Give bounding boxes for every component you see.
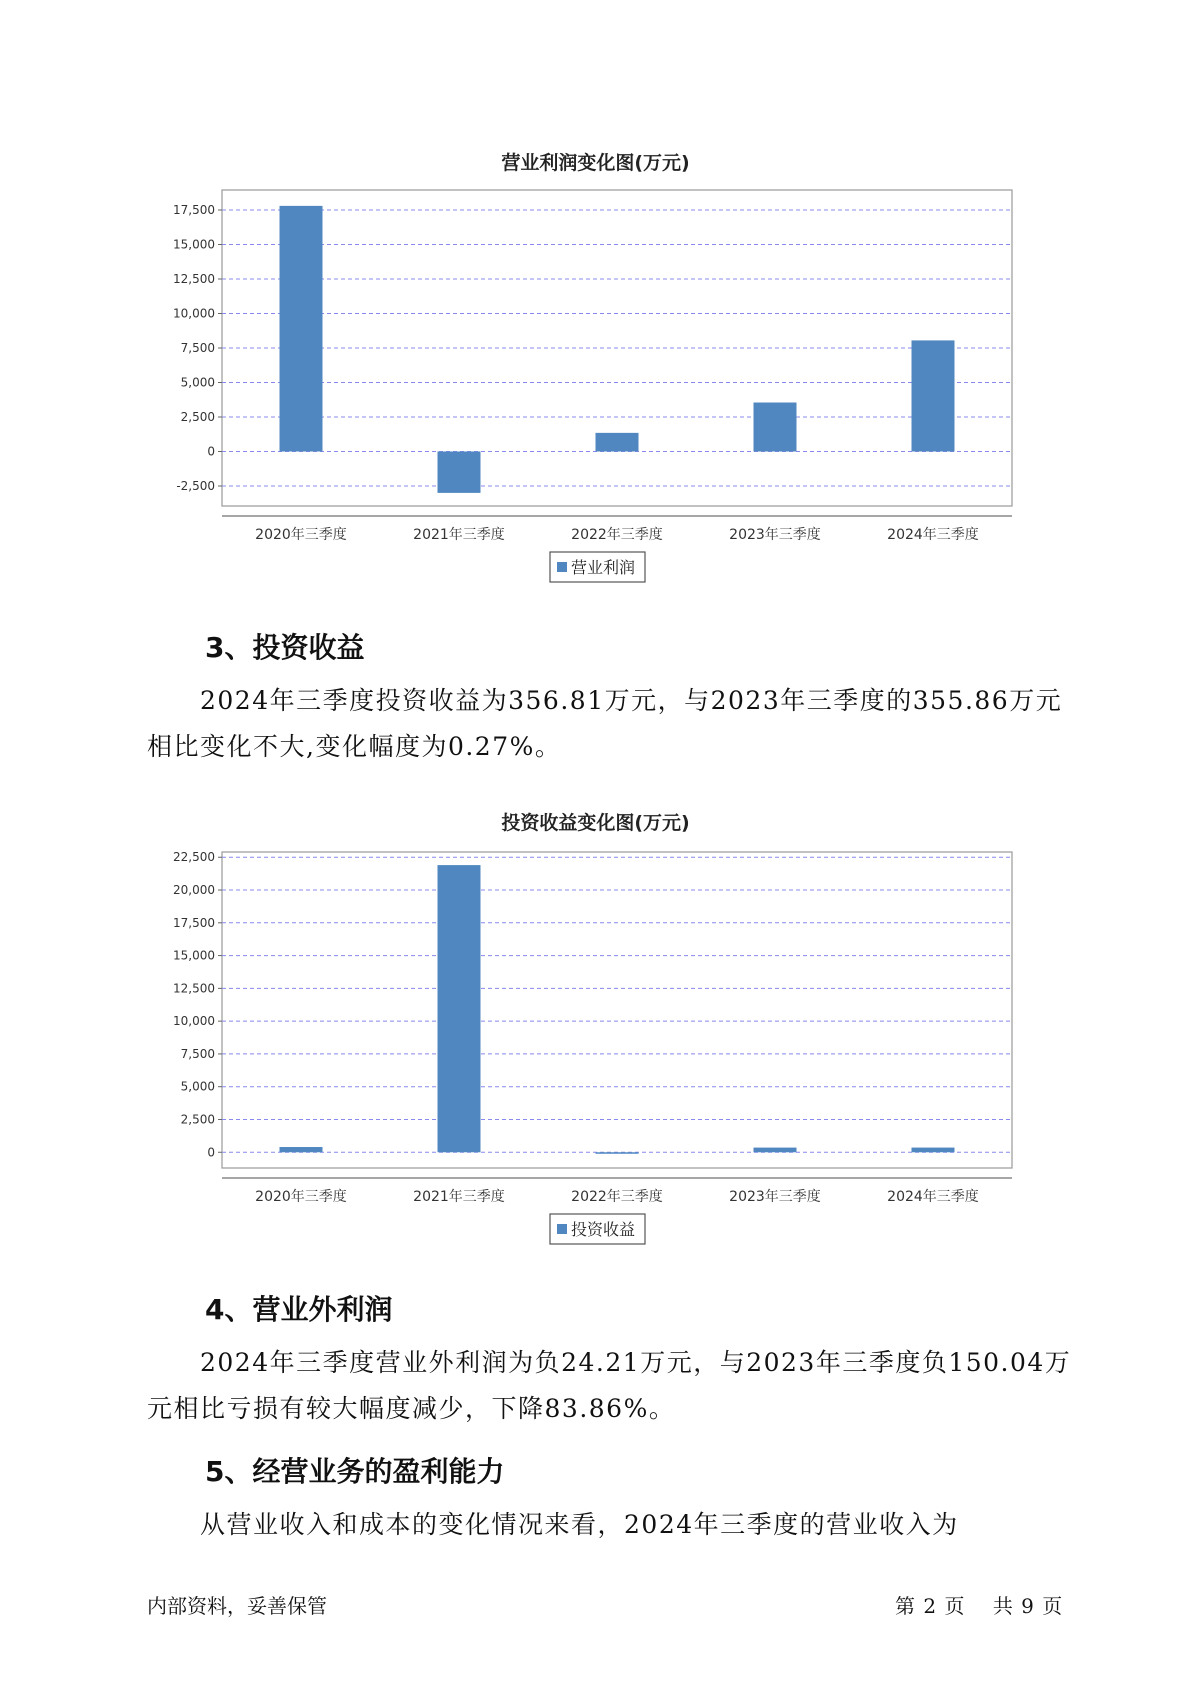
y-tick-label: 17,500 <box>173 915 215 930</box>
plot-frame <box>222 852 1012 1168</box>
y-tick-label: 7,500 <box>180 1046 215 1061</box>
bar <box>596 1152 639 1154</box>
y-tick-label: 2,500 <box>180 1112 215 1127</box>
paragraph-line: 2024年三季度营业外利润为负24.21万元，与2023年三季度负150.04万 <box>200 1348 1072 1377</box>
bar <box>280 1147 323 1152</box>
footer-page-num: 2 <box>923 1594 937 1618</box>
footer-total-num: 9 <box>1021 1594 1034 1618</box>
x-tick-label: 2021年三季度 <box>413 1189 505 1205</box>
investment-income-chart <box>0 832 1191 1262</box>
footer-total-label: 共 <box>992 1594 1013 1618</box>
section-heading-investment-income: 3、投资收益 <box>205 631 365 664</box>
bar <box>596 433 639 452</box>
paragraph-line: 元相比亏损有较大幅度减少，下降83.86%。 <box>147 1394 676 1423</box>
y-tick-label: 20,000 <box>173 883 215 898</box>
footer-page-unit: 页 <box>944 1594 965 1618</box>
paragraph-investment-income <box>147 678 1067 770</box>
y-tick-label: -2,500 <box>176 478 215 493</box>
footer-page-number <box>895 1590 1064 1619</box>
paragraph-line: 相比变化不大,变化幅度为0.27%。 <box>147 732 562 761</box>
bar <box>754 1148 797 1153</box>
bar <box>912 340 955 451</box>
x-tick-label: 2022年三季度 <box>571 1189 663 1205</box>
x-tick-label: 2024年三季度 <box>887 1189 979 1205</box>
y-tick-label: 10,000 <box>173 1014 215 1029</box>
legend-swatch <box>557 1224 567 1234</box>
bar <box>438 451 481 492</box>
y-tick-label: 7,500 <box>180 341 215 355</box>
y-tick-label: 10,000 <box>173 306 215 321</box>
paragraph-line: 从营业收入和成本的变化情况来看，2024年三季度的营业收入为 <box>200 1510 959 1539</box>
y-tick-label: 0 <box>207 444 215 459</box>
footer-confidential-note: 内部资料，妥善保管 <box>147 1594 327 1618</box>
x-tick-label: 2022年三季度 <box>571 527 663 543</box>
x-tick-label: 2024年三季度 <box>887 527 979 543</box>
bar <box>280 206 323 452</box>
x-tick-label: 2020年三季度 <box>255 1189 347 1205</box>
x-tick-label: 2023年三季度 <box>729 527 821 543</box>
legend-label: 投资收益 <box>571 1220 636 1239</box>
x-tick-label: 2020年三季度 <box>255 527 347 543</box>
y-tick-label: 5,000 <box>180 375 215 390</box>
y-tick-label: 12,500 <box>173 981 215 996</box>
bar <box>912 1148 955 1153</box>
y-tick-label: 0 <box>207 1145 215 1160</box>
paragraph-profitability <box>147 1502 1067 1548</box>
x-tick-label: 2021年三季度 <box>413 527 505 543</box>
chart-title-operating-profit: 营业利润变化图(万元) <box>501 152 690 174</box>
bar <box>438 865 481 1152</box>
section-heading-profitability: 5、经营业务的盈利能力 <box>205 1455 505 1488</box>
y-tick-label: 22,500 <box>173 850 215 865</box>
footer-page-label: 第 <box>895 1594 915 1618</box>
y-tick-label: 17,500 <box>173 203 215 218</box>
x-tick-label: 2023年三季度 <box>729 1189 821 1205</box>
footer-total-unit: 页 <box>1042 1594 1063 1618</box>
bar <box>754 403 797 452</box>
paragraph-non-operating-profit <box>147 1340 1072 1432</box>
y-tick-label: 12,500 <box>173 272 215 287</box>
chart-title-investment-income: 投资收益变化图(万元) <box>501 812 690 834</box>
y-tick-label: 2,500 <box>180 409 215 424</box>
y-tick-label: 15,000 <box>173 948 215 963</box>
operating-profit-chart <box>0 170 1191 600</box>
paragraph-line: 2024年三季度投资收益为356.81万元，与2023年三季度的355.86万元 <box>200 686 1063 715</box>
y-tick-label: 5,000 <box>180 1079 215 1094</box>
legend-swatch <box>557 562 567 572</box>
section-heading-non-operating-profit: 4、营业外利润 <box>205 1293 393 1326</box>
y-tick-label: 15,000 <box>173 237 215 252</box>
legend-label: 营业利润 <box>571 558 636 577</box>
